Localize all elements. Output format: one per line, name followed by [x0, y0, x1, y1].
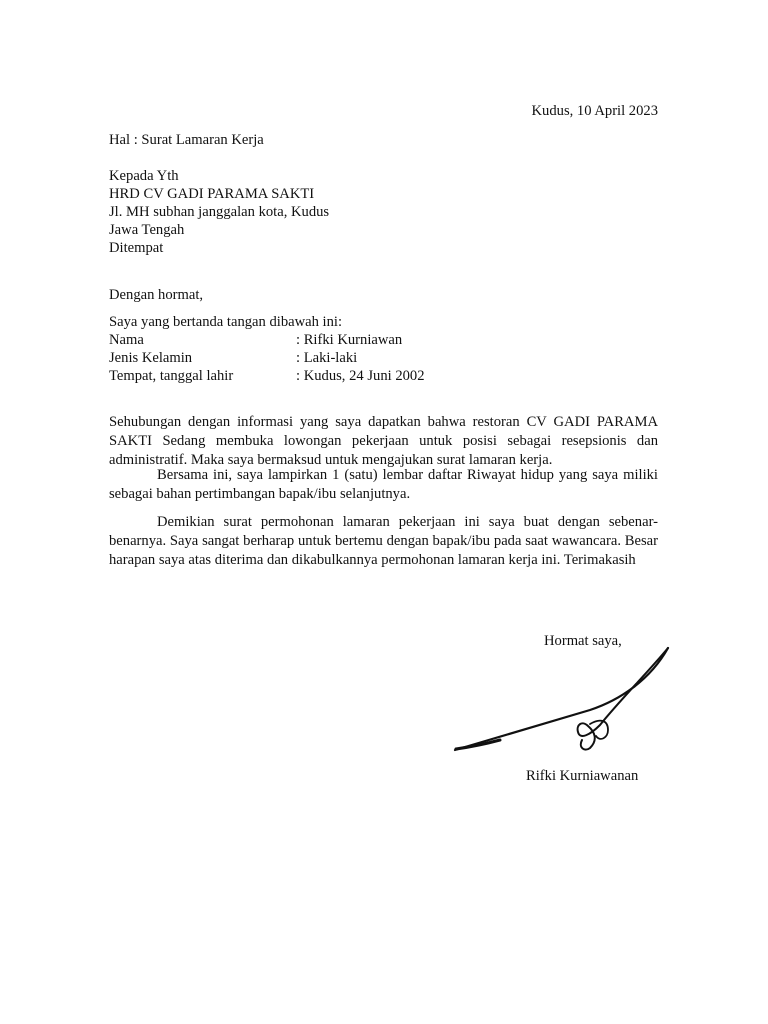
recipient-line-2: HRD CV GADI PARAMA SAKTI — [109, 186, 315, 202]
subject-line: Hal : Surat Lamaran Kerja — [109, 132, 264, 148]
identity-label-birth: Tempat, tanggal lahir — [109, 368, 234, 384]
body-paragraph-1-block — [109, 413, 658, 470]
closing-phrase: Hormat saya, — [544, 633, 622, 649]
body-paragraph-2: Bersama ini, saya lampirkan 1 (satu) lembar daftar Riwayat hidup yang saya miliki sebagai bahan pertimbangan bapak/ibu selanjutnya. — [109, 467, 658, 502]
salutation: Dengan hormat, — [109, 287, 204, 303]
body-paragraph-3-block — [109, 513, 658, 570]
body-paragraph-3: Demikian surat permohonan lamaran pekerjaan ini saya buat dengan sebenar-benarnya. Saya sangat berharap untuk bertemu dengan bapak/ibu pada saat wawancara. Besar harapan saya atas diterima dan dikabulkannya permohonan lamaran kerja ini. Terimakasih — [109, 514, 658, 568]
identity-value-gender: : Laki-laki — [296, 350, 358, 366]
identity-label-gender: Jenis Kelamin — [109, 350, 193, 366]
handwritten-signature — [450, 640, 675, 760]
signer-name: Rifki Kurniawanan — [526, 768, 639, 784]
recipient-line-5: Ditempat — [109, 240, 164, 256]
identity-row-gender — [109, 349, 358, 368]
recipient-line-3: Jl. MH subhan janggalan kota, Kudus — [109, 204, 330, 220]
body-paragraph-2-block — [109, 466, 658, 504]
body-paragraph-1: Sehubungan dengan informasi yang saya dapatkan bahwa restoran CV GADI PARAMA SAKTI Sedang membuka lowongan pekerjaan untuk posisi sebagai resepsionis dan administratif. Maka saya bermaksud untuk mengajukan surat lamaran kerja. — [109, 414, 658, 468]
place-date: Kudus, 10 April 2023 — [531, 103, 658, 119]
identity-row-birth — [109, 367, 425, 386]
intro-line: Saya yang bertanda tangan dibawah ini: — [109, 314, 343, 330]
recipient-line-4: Jawa Tengah — [109, 222, 185, 238]
identity-row-name — [109, 331, 403, 350]
recipient-line-1: Kepada Yth — [109, 168, 179, 184]
identity-label-name: Nama — [109, 332, 144, 348]
identity-value-birth: : Kudus, 24 Juni 2002 — [296, 368, 425, 384]
identity-value-name: : Rifki Kurniawan — [296, 332, 403, 348]
